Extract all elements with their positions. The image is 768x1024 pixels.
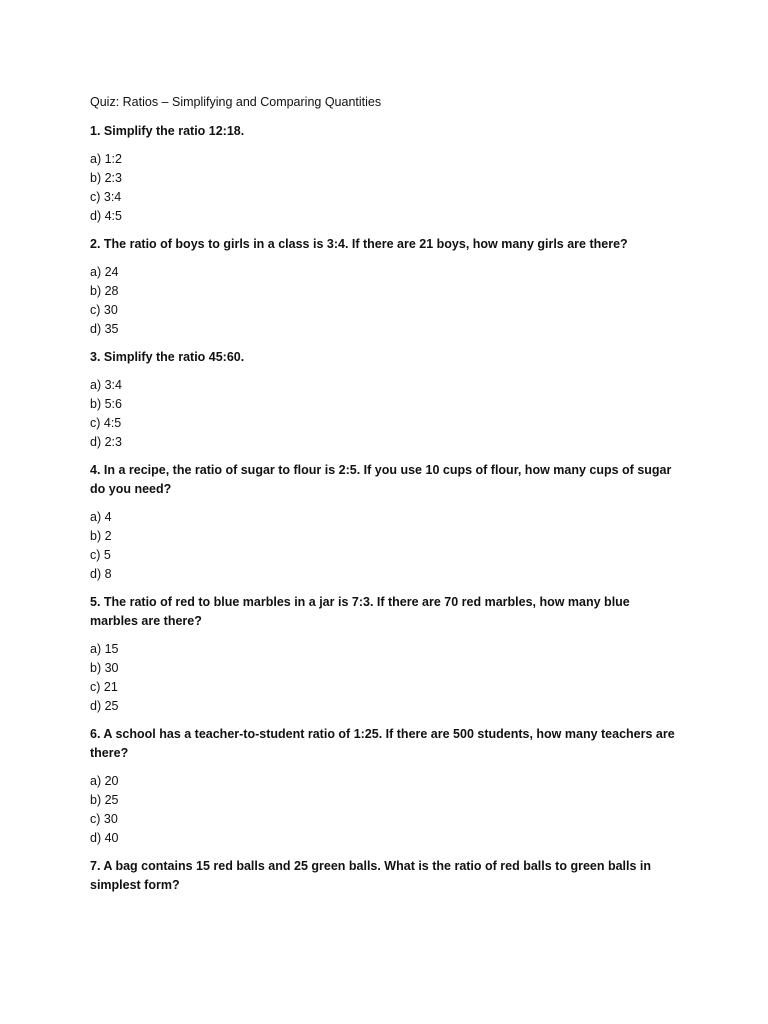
question-6 [90, 725, 680, 848]
option-a: a) 15 [90, 642, 119, 656]
option-b: b) 5:6 [90, 397, 122, 411]
option-a: a) 1:2 [90, 152, 122, 166]
option-list [90, 263, 680, 339]
option-b: b) 28 [90, 284, 119, 298]
question-2 [90, 235, 680, 339]
option-d: d) 2:3 [90, 435, 122, 449]
question-text: 1. Simplify the ratio 12:18. [90, 124, 245, 138]
question-4 [90, 461, 680, 584]
question-text: 7. A bag contains 15 red balls and 25 green balls. What is the ratio of red balls to green balls in simplest form? [90, 859, 652, 892]
quiz-title: Quiz: Ratios – Simplifying and Comparing Quantities [90, 95, 382, 109]
option-c: c) 4:5 [90, 416, 122, 430]
option-list [90, 508, 680, 584]
option-d: d) 4:5 [90, 209, 122, 223]
question-text: 6. A school has a teacher-to-student ratio of 1:25. If there are 500 students, how many teachers are there? [90, 727, 675, 760]
option-d: d) 25 [90, 699, 119, 713]
option-b: b) 2:3 [90, 171, 122, 185]
option-b: b) 25 [90, 793, 119, 807]
question-7 [90, 857, 680, 895]
option-d: d) 40 [90, 831, 119, 845]
option-a: a) 3:4 [90, 378, 122, 392]
option-c: c) 30 [90, 812, 118, 826]
question-3 [90, 348, 680, 452]
option-list [90, 376, 680, 452]
option-c: c) 3:4 [90, 190, 122, 204]
option-d: d) 35 [90, 322, 119, 336]
option-b: b) 30 [90, 661, 119, 675]
option-c: c) 5 [90, 548, 111, 562]
option-a: a) 24 [90, 265, 119, 279]
question-5 [90, 593, 680, 716]
option-a: a) 4 [90, 510, 112, 524]
option-c: c) 21 [90, 680, 118, 694]
option-list [90, 150, 680, 226]
option-c: c) 30 [90, 303, 118, 317]
option-d: d) 8 [90, 567, 112, 581]
option-b: b) 2 [90, 529, 112, 543]
option-list [90, 640, 680, 716]
question-1 [90, 122, 680, 226]
option-a: a) 20 [90, 774, 119, 788]
question-text: 5. The ratio of red to blue marbles in a jar is 7:3. If there are 70 red marbles, how many blue marbles are there? [90, 595, 630, 628]
question-text: 4. In a recipe, the ratio of sugar to flour is 2:5. If you use 10 cups of flour, how many cups of sugar do you need? [90, 463, 672, 496]
document-page [90, 93, 680, 904]
question-text: 3. Simplify the ratio 45:60. [90, 350, 245, 364]
question-text: 2. The ratio of boys to girls in a class is 3:4. If there are 21 boys, how many girls are there? [90, 237, 628, 251]
option-list [90, 772, 680, 848]
